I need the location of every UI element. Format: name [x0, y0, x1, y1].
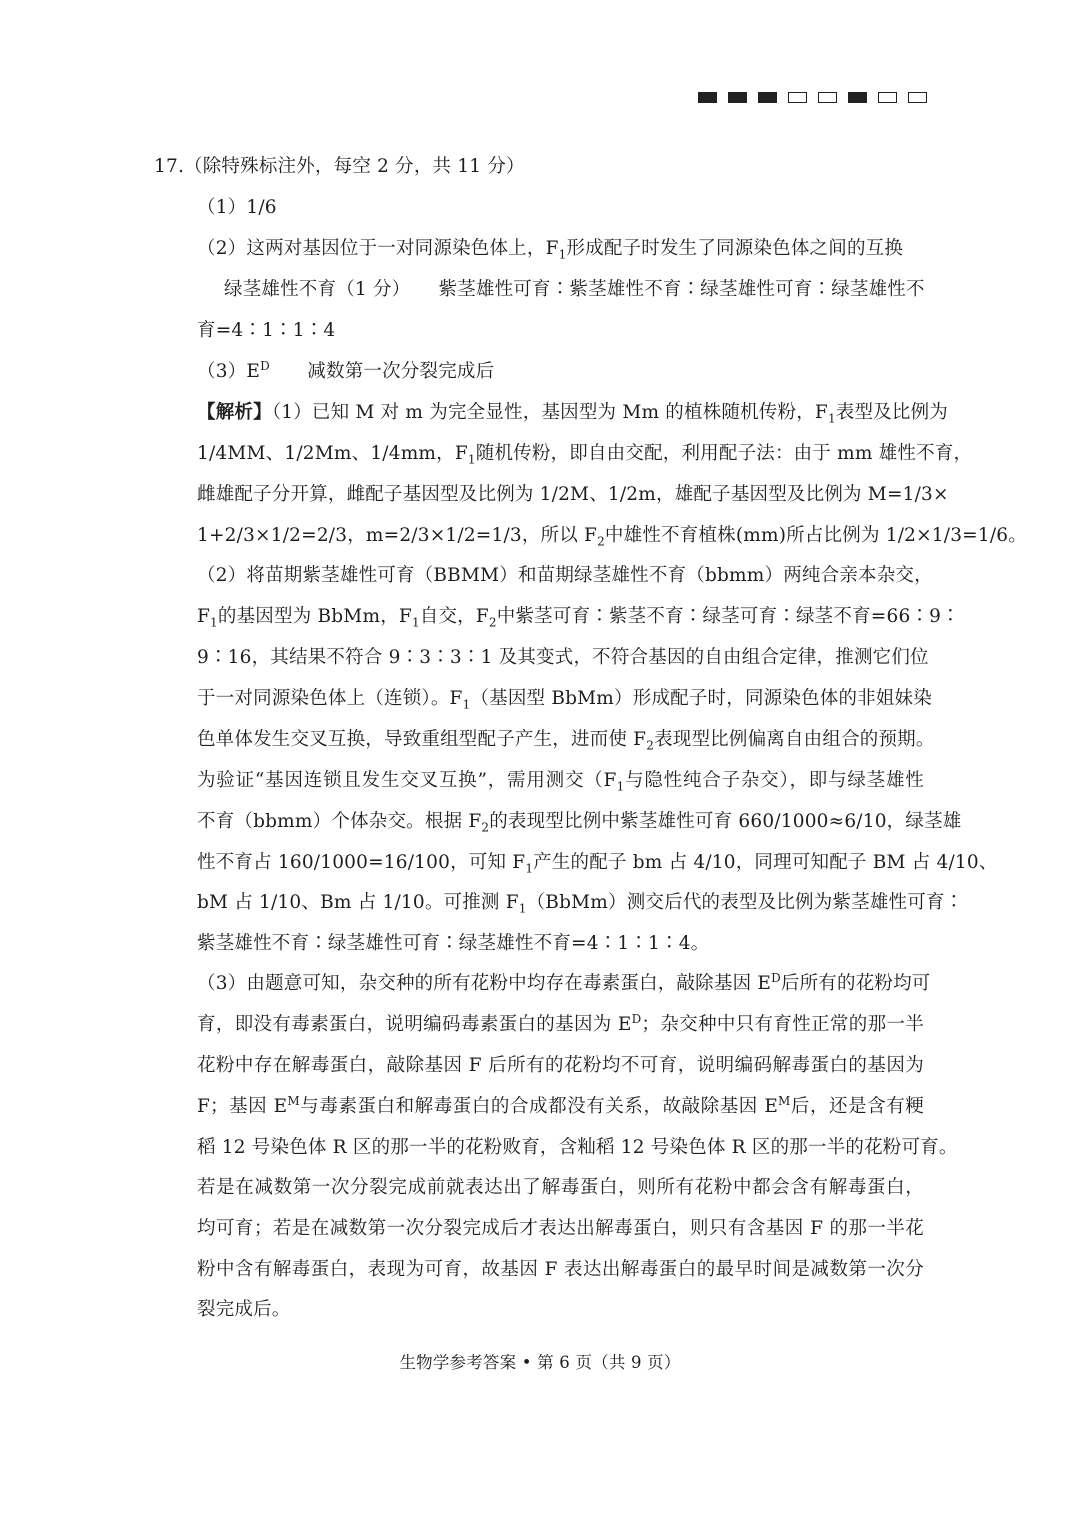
header-marks — [698, 92, 927, 103]
filled-square-mark — [848, 92, 867, 103]
analysis-label: 【解析】 — [197, 402, 272, 423]
answer-1: （1）1/6 — [197, 197, 277, 218]
answer-2-line-3: 育=4∶1∶1∶4 — [197, 320, 336, 341]
analysis-p1-line-3: 雌雄配子分开算，雌配子基因型及比例为 1/2M、1/2m，雄配子基因型及比例为 M=1/3× — [197, 484, 949, 505]
empty-square-mark — [908, 92, 927, 103]
analysis-p3-line-4: F；基因 $E^M$与毒素蛋白和解毒蛋白的合成都没有关系，故敲除基因 $E^M$后，还是含有粳 — [197, 1093, 925, 1117]
analysis-p2-line-4: 于一对同源染色体上（连锁）。$F_1$（基因型 BbMm）形成配子时，同源染色体的非姐妹染 — [197, 688, 932, 712]
analysis-p3-line-3: 花粉中存在解毒蛋白，敲除基因 F 后所有的花粉均不可育，说明编码解毒蛋白的基因为 — [197, 1055, 924, 1076]
analysis-p2-line-8: 性不育占 160/1000=16/100，可知 $F_1$产生的配子 bm 占 4/10，同理可知配子 BM 占 4/10、 — [197, 852, 998, 876]
empty-square-mark — [818, 92, 837, 103]
page-footer: 生物学参考答案 • 第 6 页（共 9 页） — [399, 1353, 681, 1372]
analysis-p2-line-1: （2）将苗期紫茎雄性可育（BBMM）和苗期绿茎雄性不育（bbmm）两纯合亲本杂交， — [197, 565, 933, 586]
analysis-p2-line-6: 为验证“基因连锁且发生交叉互换”，需用测交（$F_1$与隐性纯合子杂交），即与绿茎雄性 — [197, 770, 925, 794]
analysis-p1-line-1: 【解析】（1）已知 M 对 m 为完全显性，基因型为 Mm 的植株随机传粉，$F_1$表型及比例为 — [197, 402, 948, 426]
analysis-p1-line-2: 1/4MM、1/2Mm、1/4mm，$F_1$随机传粉，即自由交配，利用配子法：由于 mm 雄性不育， — [197, 443, 973, 467]
filled-square-mark — [728, 92, 747, 103]
analysis-p2-line-9: bM 占 1/10、Bm 占 1/10。可推测 $F_1(BbMm)$测交后代的表型及比例为紫茎雄性可育∶ — [197, 892, 964, 916]
analysis-p2-line-2: $F_1$的基因型为 BbMm，$F_1$自交，$F_2$中紫茎可育∶紫茎不育∶绿茎可育∶绿茎不育=66∶9∶ — [197, 606, 960, 630]
analysis-p2-line-5: 色单体发生交叉互换，导致重组型配子产生，进而使 $F_2$表现型比例偏离自由组合的预期。 — [197, 729, 935, 753]
analysis-p3-line-1: （3）由题意可知，杂交种的所有花粉中均存在毒素蛋白，敲除基因 $E^D$后所有的花粉均可 — [197, 970, 931, 994]
analysis-p2-line-3: 9∶16，其结果不符合 9∶3∶3∶1 及其变式，不符合基因的自由组合定律，推测它们位 — [197, 647, 929, 668]
answer-3: $(3)E^D$ 减数第一次分裂完成后 — [197, 358, 495, 382]
analysis-p3-line-2: 育，即没有毒素蛋白，说明编码毒素蛋白的基因为 $E^D$；杂交种中只有育性正常的那一半 — [197, 1011, 924, 1035]
analysis-p3-line-9: 裂完成后。 — [197, 1299, 291, 1320]
analysis-p3-line-5: 稻 12 号染色体 R 区的那一半的花粉败育，含籼稻 12 号染色体 R 区的那一半的花粉可育。 — [197, 1137, 958, 1158]
empty-square-mark — [788, 92, 807, 103]
empty-square-mark — [878, 92, 897, 103]
filled-square-mark — [758, 92, 777, 103]
answer-2-line-2: 绿茎雄性不育（1 分） 紫茎雄性可育∶紫茎雄性不育∶绿茎雄性可育∶绿茎雄性不 — [224, 279, 925, 300]
analysis-p3-line-7: 均可育；若是在减数第一次分裂完成后才表达出解毒蛋白，则只有含基因 F 的那一半花 — [197, 1218, 924, 1239]
analysis-p2-line-7: 不育（bbmm）个体杂交。根据 $F_2$的表现型比例中紫茎雄性可育 660/1000≈6/10，绿茎雄 — [197, 811, 962, 835]
question-17-title: 17.（除特殊标注外，每空 2 分，共 11 分） — [154, 156, 525, 177]
filled-square-mark — [698, 92, 717, 103]
analysis-p1-line-4: 1+2/3×1/2=2/3，m=2/3×1/2=1/3，所以 $F_2$中雄性不育植株(mm)所占比例为 1/2×1/3=1/6。 — [197, 525, 1027, 549]
analysis-p3-line-8: 粉中含有解毒蛋白，表现为可育，故基因 F 表达出解毒蛋白的最早时间是减数第一次分 — [197, 1259, 924, 1280]
answer-2-line-1: （2）这两对基因位于一对同源染色体上，$F_1$形成配子时发生了同源染色体之间的互换 — [197, 238, 904, 262]
analysis-p2-line-10: 紫茎雄性不育∶绿茎雄性可育∶绿茎雄性不育=4∶1∶1∶4。 — [197, 933, 710, 954]
analysis-p3-line-6: 若是在减数第一次分裂完成前就表达出了解毒蛋白，则所有花粉中都会含有解毒蛋白， — [197, 1177, 924, 1198]
